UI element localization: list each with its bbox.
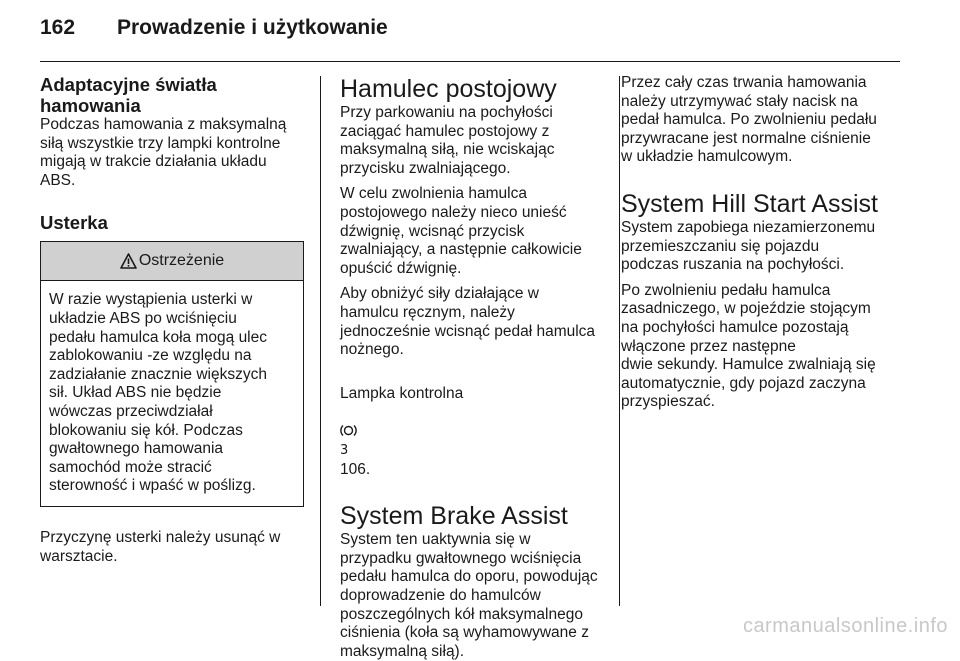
- brake-continuation-text: Przez cały czas trwania hamowania należy utrzymywać stały nacisk na pedał hamulca. Po zwolnieniu pedału przywracane jest normalne ciśnienie w układzie hamulcowym.: [621, 74, 877, 166]
- warning-box: [40, 241, 304, 507]
- page-number: 162: [40, 16, 76, 39]
- control-lamp-reference: [340, 367, 605, 480]
- parking-brake-p2: W celu zwolnienia hamulca postojowego należy nieco unieść dźwignię, wcisnąć przycisk zwalniający, a następnie całkowicie opuścić dźwignię.: [340, 185, 582, 277]
- brake-warning-lamp-icon: [340, 404, 357, 419]
- page-reference-arrow-icon: 3: [340, 443, 349, 459]
- warning-title: Ostrzeżenie: [138, 252, 225, 270]
- abs-lights-text: Podczas hamowania z maksymalną siłą wszystkie trzy lampki kontrolne migają w trakcie działania układu ABS.: [40, 116, 287, 189]
- hill-start-assist-heading: System Hill Start Assist: [621, 189, 878, 218]
- column-middle: [340, 74, 605, 661]
- page-header: [40, 12, 900, 52]
- warning-triangle-icon: [120, 253, 137, 269]
- hill-start-p2: Po zwolnieniu pedału hamulca zasadniczego, w pojeździe stojącym na pochyłości hamulce pozostają włączone przez następne dwie sekundy. Hamulce zwalniają się automatycznie, gdy pojazd zaczyna przyspieszać.: [621, 281, 876, 411]
- parking-brake-heading: Hamulec postojowy: [340, 75, 557, 103]
- column-divider-2: [619, 76, 620, 606]
- brake-assist-text: System ten uaktywnia się w przypadku gwałtownego wciśnięcia pedału hamulca do oporu, powodując doprowadzenie do hamulców poszczególnych kół maksymalnego ciśnienia (koła są wyhamowywane z maksymalną siłą).: [340, 531, 598, 660]
- header-divider: [40, 61, 900, 62]
- column-left: [40, 74, 305, 566]
- page-reference-link[interactable]: 106.: [340, 460, 371, 478]
- watermark: carmanualsonline.info: [742, 615, 948, 637]
- column-right: [621, 74, 911, 412]
- warning-text: W razie wystąpienia usterki w układzie ABS po wciśnięciu pedału hamulca koła mogą ulec zablokowaniu -ze względu na zadziałanie znacznie większych sił. Układ ABS nie będzie wówczas przeciwdziałał blokowaniu się kół. Podczas gwałtownego hamowania samochód może stracić sterowność i wpaść w poślizg.: [49, 291, 267, 495]
- warning-header: [41, 242, 303, 281]
- abs-lights-heading: Adaptacyjne światła hamowania: [40, 74, 217, 116]
- control-lamp-label: Lampka kontrolna: [340, 385, 464, 403]
- fault-heading: Usterka: [40, 212, 108, 234]
- fault-text: Przyczynę usterki należy usunąć w warsztacie.: [40, 528, 281, 565]
- parking-brake-p3: Aby obniżyć siły działające w hamulcu ręcznym, należy jednocześnie wcisnąć pedał hamulca nożnego.: [340, 285, 596, 359]
- parking-brake-p1: Przy parkowaniu na pochyłości zaciągać hamulec postojowy z maksymalną siłą, nie wciskając przycisku zwalniającego.: [340, 104, 555, 177]
- column-divider-1: [320, 76, 321, 606]
- brake-assist-heading: System Brake Assist: [340, 502, 568, 531]
- chapter-title: Prowadzenie i użytkowanie: [117, 16, 388, 39]
- hill-start-p1: System zapobiega niezamierzonemu przemieszczaniu się pojazdu podczas ruszania na pochyłości.: [621, 218, 876, 274]
